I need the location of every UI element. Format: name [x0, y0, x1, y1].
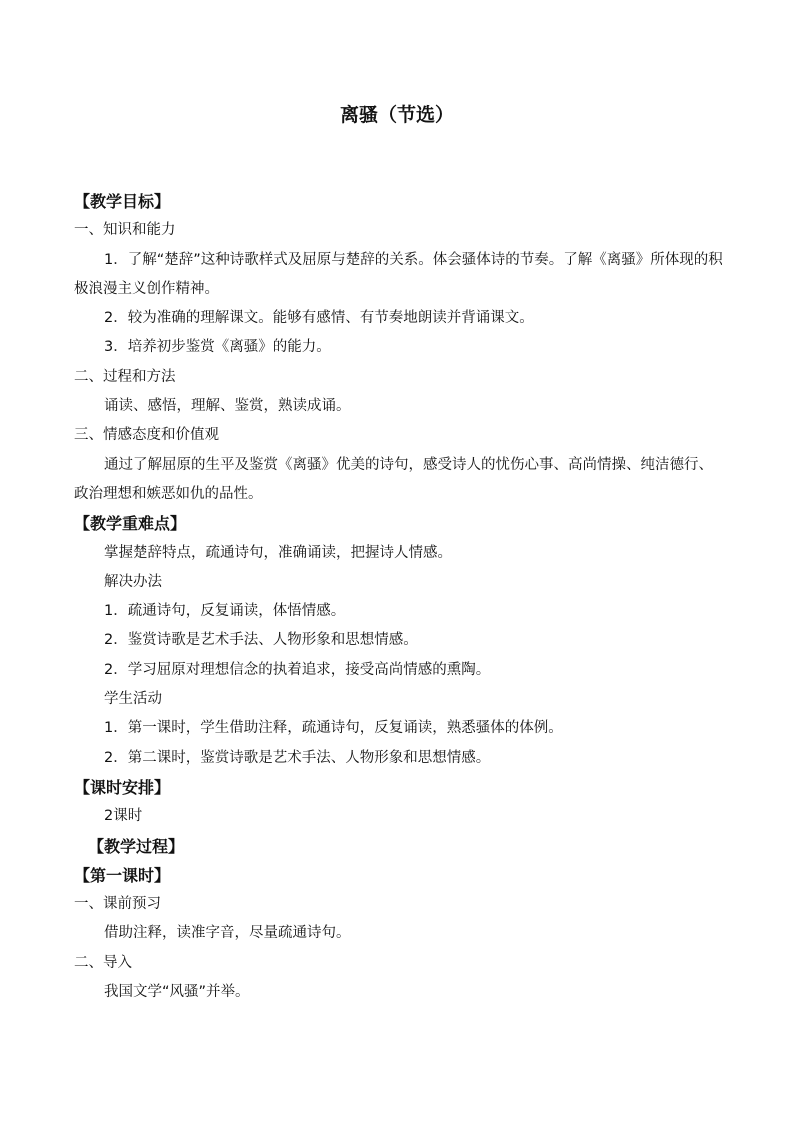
paragraph-preview: 借助注释，读准字音，尽量疏通诗句。: [104, 925, 351, 942]
paragraph-activity-2: 2．第二课时，鉴赏诗歌是艺术手法、人物形象和思想情感。: [104, 749, 491, 766]
section-heading-teaching-goals: 【教学目标】: [74, 192, 171, 211]
paragraph-emotion-values: 通过了解屈原的生平及鉴赏《离骚》优美的诗句，感受诗人的忧伤心事、高尚情操、纯洁德行、政治理想和嫉恶如仇的品性。: [74, 456, 713, 502]
subheading-process-method: 二、过程和方法: [74, 368, 176, 385]
paragraph-process-method: 诵读、感悟，理解、鉴赏，熟读成诵。: [104, 398, 351, 415]
subheading-student-activities: 学生活动: [104, 691, 162, 708]
section-heading-first-lesson: 【第一课时】: [74, 865, 171, 885]
subheading-emotion-values: 三、情感态度和价值观: [74, 427, 219, 444]
paragraph-solution-3: 2．学习屈原对理想信念的执着追求，接受高尚情感的熏陶。: [104, 661, 491, 678]
paragraph-schedule: 2课时: [104, 808, 143, 825]
paragraph-solution-1: 1．疏通诗句，反复诵读，体悟情感。: [104, 603, 346, 620]
paragraph-key-points: 掌握楚辞特点，疏通诗句，准确诵读，把握诗人情感。: [104, 544, 452, 561]
document-body: [74, 187, 726, 1007]
subheading-solutions: 解决办法: [104, 573, 162, 590]
section-heading-key-difficulties: 【教学重难点】: [74, 514, 187, 534]
document-title: 离骚（节选）: [339, 104, 454, 126]
paragraph-goal-3: 3．培养初步鉴赏《离骚》的能力。: [104, 339, 331, 356]
subheading-preview: 一、课前预习: [74, 896, 161, 913]
subheading-introduction: 二、导入: [74, 954, 132, 971]
subheading-knowledge-ability: 一、知识和能力: [74, 222, 176, 239]
paragraph-goal-2: 2．较为准确的理解课文。能够有感情、有节奏地朗读并背诵课文。: [104, 310, 534, 327]
section-heading-schedule: 【课时安排】: [74, 777, 171, 797]
paragraph-introduction: 我国文学“风骚”并举。: [104, 984, 250, 1001]
section-heading-teaching-process: 【教学过程】: [88, 836, 185, 856]
paragraph-goal-1: 1．了解“楚辞”这种诗歌样式及屈原与楚辞的关系。体会骚体诗的节奏。了解《离骚》所体现的积极浪漫主义创作精神。: [74, 251, 723, 297]
paragraph-solution-2: 2．鉴赏诗歌是艺术手法、人物形象和思想情感。: [104, 632, 418, 649]
paragraph-activity-1: 1．第一课时，学生借助注释，疏通诗句，反复诵读，熟悉骚体的体例。: [104, 720, 563, 737]
